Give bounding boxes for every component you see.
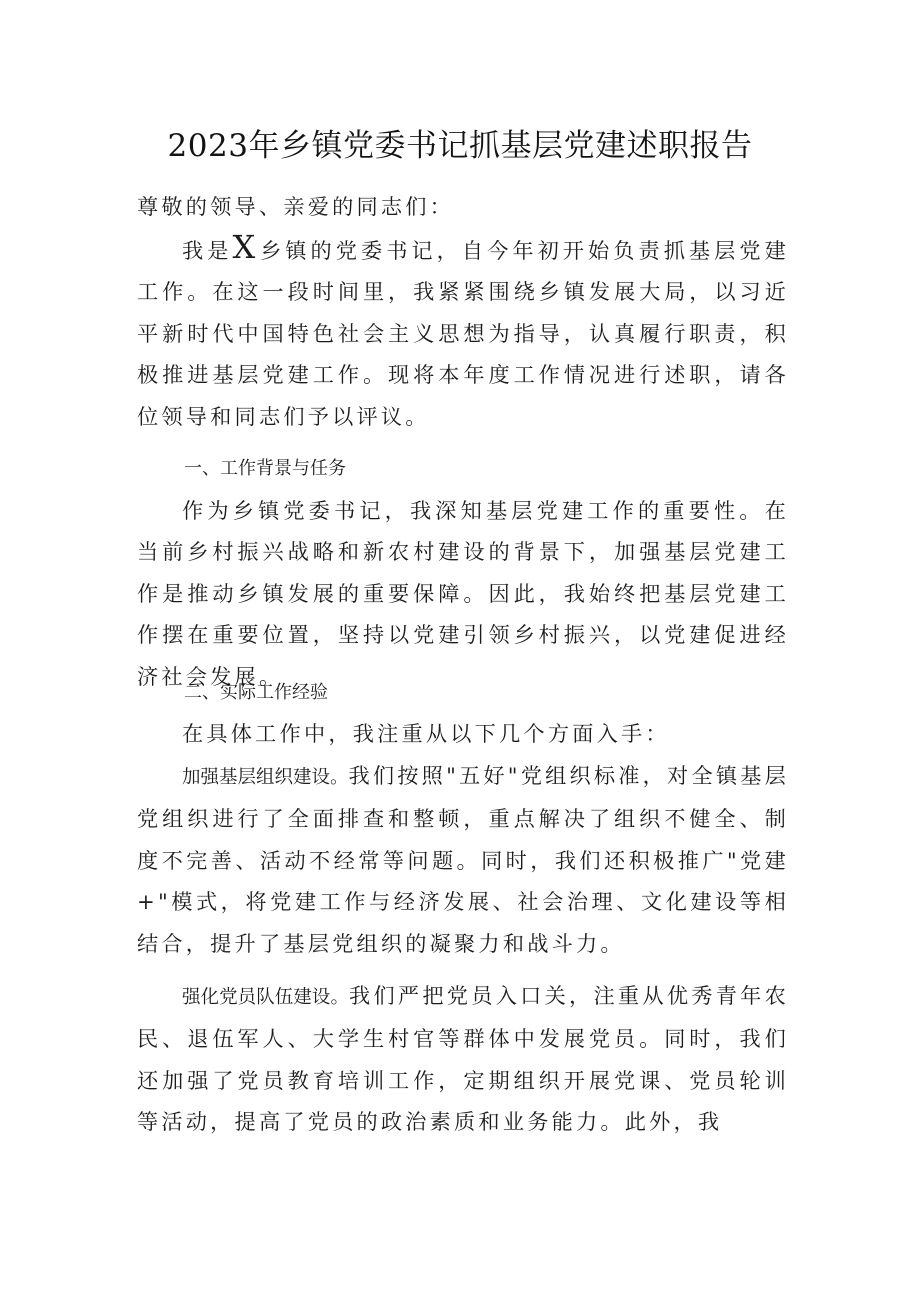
section1-heading: 一、工作背景与任务 [184,458,346,479]
intro-x-mark: X [232,228,260,266]
salutation: 尊敬的领导、亲爱的同志们： [137,194,455,219]
section2-heading: 二、实际工作经验 [184,682,328,703]
document-title: 2023年乡镇党委书记抓基层党建述职报告 [167,128,753,164]
section2-item2 [137,975,789,1143]
section2-item1 [137,755,789,964]
intro-before-x: 我是 [182,238,233,263]
item1-lead: 加强基层组织建设。 [182,767,349,788]
item2-lead: 强化党员队伍建设。 [182,987,350,1008]
intro-after-x: 乡镇的党委书记，自今年初开始负责抓基层党建工作。在这一段时间里，我紧紧围绕乡镇发展大局，以习近平新时代中国特色社会主义思想为指导，认真履行职责，积极推进基层党建工作。现将本年度工作情况进行述职，请各位领导和同志们予以评议。 [137,238,789,429]
item2-text: 我们严把党员入口关，注重从优秀青年农民、退伍军人、大学生村官等群体中发展党员。同时，我们还加强了党员教育培训工作，定期组织开展党课、党员轮训等活动，提高了党员的政治素质和业务能力。此外，我 [137,983,789,1135]
intro-paragraph [137,227,789,437]
section2-intro: 在具体工作中，我注重从以下几个方面入手： [182,721,670,746]
item1-text: 我们按照"五好"党组织标准，对全镇基层党组织进行了全面排查和整顿，重点解决了组织不健全、制度不完善、活动不经常等问题。同时，我们还积极推广"党建+"模式，将党建工作与经济发展、社会治理、文化建设等相结合，提升了基层党组织的凝聚力和战斗力。 [137,763,789,956]
section1-paragraph: 作为乡镇党委书记，我深知基层党建工作的重要性。在当前乡村振兴战略和新农村建设的背景下，加强基层党建工作是推动乡镇发展的重要保障。因此，我始终把基层党建工作摆在重要位置，坚持以党建引领乡村振兴，以党建促进经济社会发展。 [137,498,789,689]
